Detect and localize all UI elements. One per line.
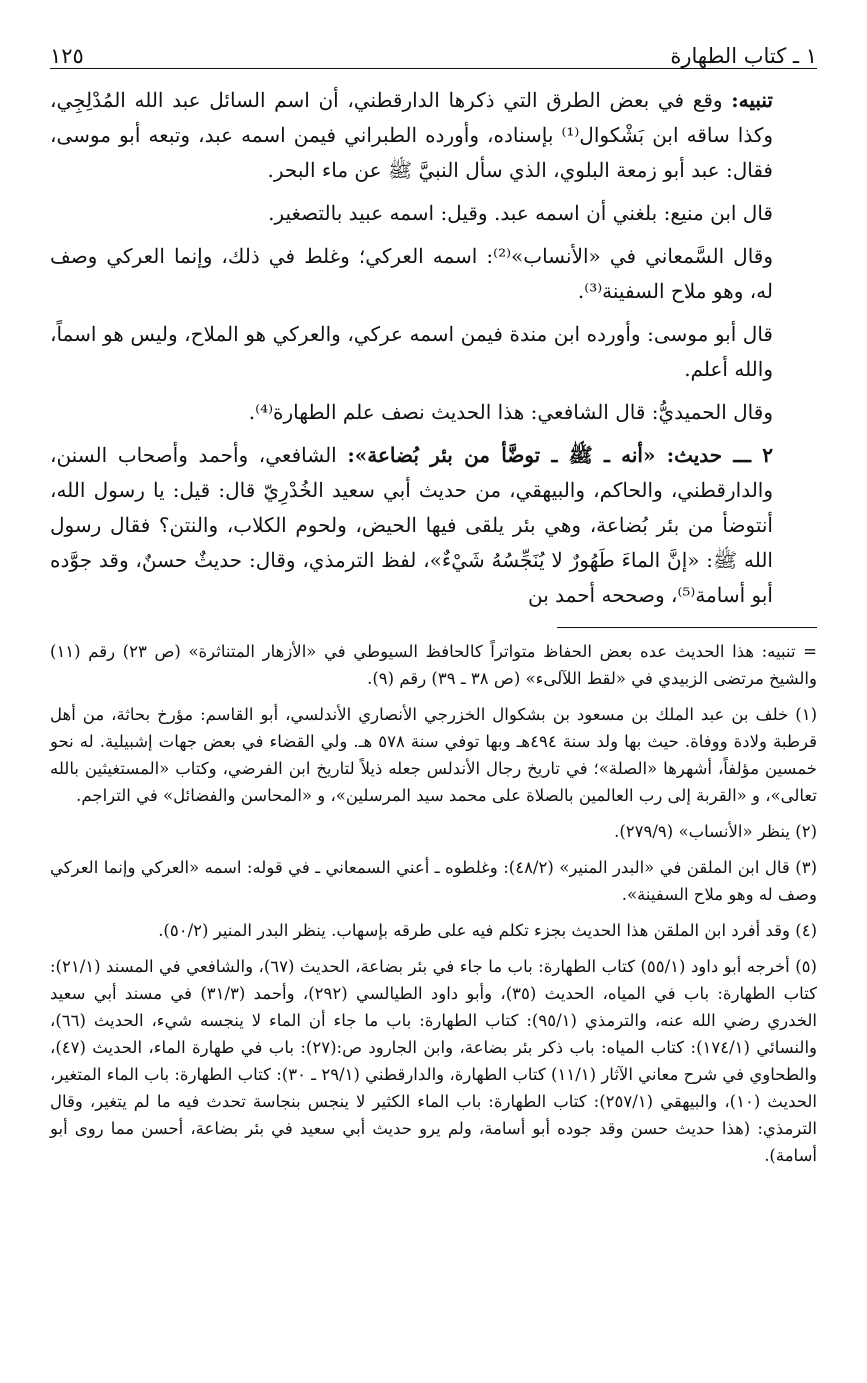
footnote-3	[50, 854, 817, 908]
paragraph-hadith-2	[50, 438, 817, 613]
footnote-text: أخرجه أبو داود (٥٥/١) كتاب الطهارة: باب ما جاء في بئر بضاعة، الحديث (٦٧)، والشافعي في المسند (٢١/١): كتاب الطهارة: باب في المياه، الحديث (٣٥)، وأبو داود الطيالسي (٢٩٢)، وأحمد (٣١/٣) في مسند أبي سعيد الخدري رضي الله عنه، والترمذي (٩٥/١): كتاب الطهارة: باب ما جاء أن الماء لا ينجسه شيء، الحديث (٦٦)، والنسائي (١٧٤/١): كتاب المياه: باب ذكر بئر بضاعة، وابن الجارود ص:(٢٧): باب في طهارة الماء، الحديث (٤٧)، والطحاوي في شرح معاني الآثار (١١/١) كتاب الطهارة، والدارقطني (٢٩/١ ـ ٣٠): كتاب الطهارة: باب الماء المتغير، الحديث (١٠)، والبيهقي (٢٥٧/١): كتاب الطهارة: باب الماء الكثير لا ينجس بنجاسة تحدث فيه ما لم يتغير، وقال الترمذي: (هذا حديث حسن وقد جوده أبو أسامة، ولم يرو حديث أبي سعيد في بئر بضاعة، أحسن مما روى أبو أسامة).	[50, 957, 818, 1165]
footnote-marker: (١)	[795, 705, 817, 724]
paragraph-tanbih	[50, 83, 817, 188]
footnote-text: وقد أفرد ابن الملقن هذا الحديث بجزء تكلم فيه على طرقه بإسهاب. ينظر البدر المنير (٥٠/٢).	[158, 921, 790, 940]
footnote-marker: (٣)	[795, 858, 817, 877]
paragraph-abu-musa: قال أبو موسى: وأورده ابن مندة فيمن اسمه عركي، والعركي هو الملاح، وليس هو اسماً، والله أعلم.	[50, 322, 773, 381]
main-text	[50, 83, 817, 613]
footnote-marker: (٤)	[795, 921, 817, 940]
footnote-separator	[557, 627, 817, 628]
paragraph-humaidi: وقال الحميديُّ: قال الشافعي: هذا الحديث نصف علم الطهارة⁽⁴⁾.	[248, 400, 773, 424]
paragraph-samani: وقال السَّمعاني في «الأنساب»⁽²⁾: اسمه العركي؛ وغلط في ذلك، وإنما العركي وصف له، وهو ملاح السفينة⁽³⁾.	[50, 244, 774, 303]
footnote-text: ينظر «الأنساب» (٢٧٩/٩).	[614, 822, 790, 841]
footnotes	[50, 638, 817, 1169]
chapter-title: ١ ـ كتاب الطهارة	[670, 44, 817, 68]
hadith-2-text: الشافعي، وأحمد وأصحاب السنن، والدارقطني، والحاكم، والبيهقي، من حديث أبي سعيد الخُدْرِيّ قال: قيل: يا رسول الله، أنتوضأ من بئر بُضاعة، وهي بئر يلقى فيها الحيض، ولحوم الكلاب، والنتن؟ فقال رسول الله ﷺ: «إنَّ الماءَ طَهُورٌ لا يُنَجِّسُهُ شَيْءٌ»، لفظ الترمذي، وقال: حديثٌ حسنٌ، وقد جوَّده أبو أسامة⁽⁵⁾، وصححه أحمد بن	[50, 443, 773, 607]
footnote-text: خلف بن عبد الملك بن مسعود بن بشكوال الخزرجي الأنصاري الأندلسي، أبو القاسم: مؤرخ بحاثة، من أهل قرطبة ولادة ووفاة. حيث بها ولد سنة ٤٩٤هـ وبها توفي سنة ٥٧٨ هـ. ولي القضاء في بعض جهات إشبيلية. له نحو خمسين مؤلفاً، أشهرها «الصلة»؛ في تاريخ رجال الأندلس جعله ذيلاً لتاريخ ابن الفرضي، وكتاب «المستغيثين بالله تعالى»، و «القربة إلى رب العالمين بالصلاة على محمد سيد المرسلين»، و «المحاسن والفضائل» في التراجم.	[50, 705, 817, 805]
footnote-continuation	[50, 638, 817, 692]
paragraph-ibn-mani: قال ابن منيع: بلغني أن اسمه عبد. وقيل: اسمه عبيد بالتصغير.	[268, 201, 773, 225]
page-number: ١٢٥	[50, 44, 84, 68]
footnote-1	[50, 701, 817, 809]
book-page	[50, 34, 817, 1178]
footnote-marker: (٥)	[795, 957, 817, 976]
footnote-2	[50, 818, 817, 845]
footnote-4	[50, 917, 817, 944]
footnote-marker: =	[803, 642, 817, 661]
footnote-text: قال ابن الملقن في «البدر المنير» (٤٨/٢): وغلطوه ـ أعني السمعاني ـ في قوله: اسمه «العركي وإنما العركي وصف له وهو ملاح السفينة».	[50, 858, 817, 904]
footnote-text: تنبيه: هذا الحديث عده بعض الحفاظ متواتراً كالحافظ السيوطي في «الأزهار المتناثرة» (ص ٢٣) رقم (١١) والشيخ مرتضى الزبيدي في «لقط اللآلىء» (ص ٣٨ ـ ٣٩) رقم (٩).	[50, 642, 817, 688]
footnote-marker: (٢)	[795, 822, 817, 841]
hadith-2-heading: ٢ ـــ حديث: «أنه ـ ﷺ ـ توضَّأ من بئر بُضاعة»:	[347, 443, 773, 467]
running-header	[50, 34, 817, 69]
footnote-5	[50, 953, 817, 1169]
tanbih-text: وقع في بعض الطرق التي ذكرها الدارقطني، أن اسم السائل عبد الله المُدْلِجِي، وكذا ساقه ابن بَشْكوال⁽¹⁾ بإسناده، وأورده الطبراني فيمن اسمه عبد، وتبعه أبو موسى، فقال: عبد أبو زمعة البلوي، الذي سأل النبيَّ ﷺ عن ماء البحر.	[50, 88, 773, 182]
tanbih-label: تنبيه:	[731, 88, 773, 112]
